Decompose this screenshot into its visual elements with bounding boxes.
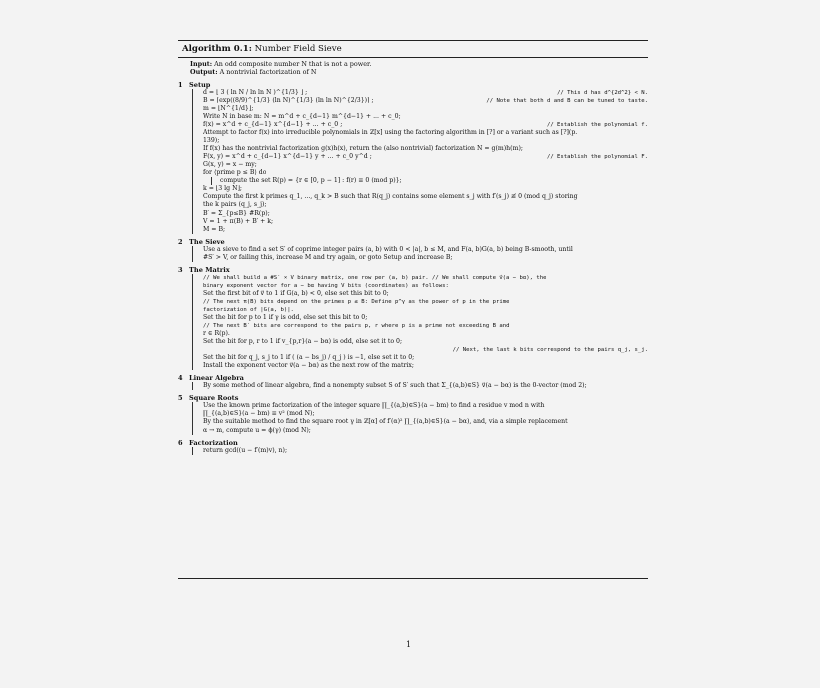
algorithm-line bbox=[203, 410, 648, 418]
section-body bbox=[192, 447, 648, 455]
line-comment: // Note that both d and B can be tuned to taste. bbox=[486, 97, 648, 104]
line-text: f(x) = x^d + c_{d−1} x^{d−1} + ... + c_0 ; bbox=[203, 121, 343, 128]
line-text: B = ⌈exp((8/9)^{1/3} (ln N)^{1/3} (ln ln N)^{2/3})⌉ ; bbox=[203, 96, 374, 104]
line-text: Set the bit for p to 1 if γ is odd, else set this bit to 0; bbox=[203, 313, 368, 321]
line-text: If f(x) has the nontrivial factorization g(x)h(x), return the (also nontrivial) factorization N = g(m)h(m); bbox=[203, 145, 523, 153]
line-comment: // Establish the polynomial F. bbox=[546, 154, 648, 161]
algorithm-line bbox=[203, 418, 648, 426]
algorithm-line bbox=[203, 362, 648, 370]
section-body bbox=[192, 274, 648, 371]
algorithm-line bbox=[203, 210, 648, 218]
line-text: ∏_{(a,b)∈S}(a − bm) ≡ v² (mod N); bbox=[203, 410, 315, 418]
algorithm-line bbox=[203, 402, 648, 410]
algorithm-line bbox=[211, 177, 648, 185]
algorithm-line bbox=[203, 254, 648, 262]
line-text: Attempt to factor f(x) into irreducible polynomials in ℤ[x] using the factoring algorithm in [?] or a variant such as [?](p. bbox=[203, 129, 578, 137]
line-text: // The next π(B) bits depend on the primes p ≤ B: Define p^γ as the power of p in the prime bbox=[203, 298, 510, 305]
section-number: 6 bbox=[178, 438, 183, 447]
section-title bbox=[178, 238, 648, 246]
algorithm-sections bbox=[178, 81, 648, 455]
line-text: Set the first bit of v⃗ to 1 if G(a, b) < 0, else set this bit to 0; bbox=[203, 289, 389, 297]
algorithm-line bbox=[203, 274, 648, 282]
section-number: 1 bbox=[178, 80, 183, 89]
algorithm-section bbox=[178, 374, 648, 390]
line-text: Compute the first k primes q_1, ..., q_k > B such that R(q_j) contains some element s_j with f′(s_j) ≢ 0 (mod q_j) storing bbox=[203, 193, 578, 201]
line-text: for ⟨prime p ≤ B⟩ do bbox=[203, 169, 267, 177]
algorithm-line bbox=[203, 89, 648, 97]
line-text: d = ⌊ 3 ( ln N / ln ln N )^{1/3} ⌋ ; bbox=[203, 88, 308, 96]
algorithm-line bbox=[203, 306, 648, 314]
algorithm-line bbox=[203, 314, 648, 322]
line-text: Set the bit for q_j, s_j to 1 if ( (a − bs_j) / q_j ) is −1, else set it to 0; bbox=[203, 354, 415, 362]
line-text: α → m, compute u = ϕ(γ) (mod N); bbox=[203, 426, 311, 434]
algorithm-line bbox=[203, 218, 648, 226]
algorithm-line bbox=[203, 246, 648, 254]
section-heading: The Matrix bbox=[189, 265, 230, 274]
section-title bbox=[178, 394, 648, 402]
output-line bbox=[190, 68, 648, 76]
input-line bbox=[190, 60, 648, 68]
algorithm-line bbox=[203, 338, 648, 346]
line-text: // The next B′ bits are correspond to the pairs p, r where p is a prime not exceeding B and bbox=[203, 323, 510, 330]
section-body bbox=[192, 402, 648, 434]
algorithm-section bbox=[178, 266, 648, 371]
section-heading: Square Roots bbox=[189, 394, 239, 403]
algorithm-line bbox=[203, 121, 648, 129]
algorithm-line bbox=[203, 298, 648, 306]
algorithm-line bbox=[203, 322, 648, 330]
line-text: Use a sieve to find a set S′ of coprime integer pairs (a, b) with 0 < |a|, b ≤ M, and F(a, b)G(a, b) being B-smooth, until bbox=[203, 245, 573, 253]
line-text: factorization of |G(a, b)|. bbox=[203, 306, 294, 313]
algorithm-line bbox=[203, 201, 648, 209]
line-text: #S′ > V, or failing this, increase M and try again, or goto Setup and increase B; bbox=[203, 253, 453, 261]
section-title bbox=[178, 81, 648, 89]
algorithm-line bbox=[203, 97, 648, 105]
output-label: Output: bbox=[190, 68, 218, 77]
algorithm-line bbox=[203, 346, 648, 354]
line-text: B′ = Σ_{p≤B} #R(p); bbox=[203, 209, 270, 217]
section-heading: Setup bbox=[189, 80, 211, 89]
header-rule bbox=[178, 57, 648, 58]
line-text: k = ⌊3 lg N⌋; bbox=[203, 185, 243, 193]
algorithm-line bbox=[203, 169, 648, 177]
line-text: F(x, y) = x^d + c_{d−1} x^{d−1} y + ... + c_0 y^d ; bbox=[203, 153, 372, 161]
section-number: 4 bbox=[178, 374, 183, 383]
line-text: Install the exponent vector v⃗(a − bα) as the next row of the matrix; bbox=[203, 362, 414, 370]
line-text: Use the known prime factorization of the integer square ∏_{(a,b)∈S}(a − bm) to find a residue v mod n with bbox=[203, 402, 545, 410]
algorithm-section bbox=[178, 81, 648, 234]
algorithm-line bbox=[203, 447, 648, 455]
section-number: 2 bbox=[178, 237, 183, 246]
section-body bbox=[192, 89, 648, 234]
section-title bbox=[178, 374, 648, 382]
algorithm-line bbox=[203, 129, 648, 137]
line-text: // We shall build a #S′ × V binary matrix, one row per (a, b) pair. // We shall compute v⃗(a − bα), the bbox=[203, 274, 547, 281]
algorithm-line bbox=[203, 161, 648, 169]
line-text: Write N in base m: N = m^d + c_{d−1} m^{d−1} + ... + c_0; bbox=[203, 112, 401, 120]
section-heading: Linear Algebra bbox=[189, 374, 244, 383]
input-text: An odd composite number N that is not a power. bbox=[214, 60, 372, 68]
section-title bbox=[178, 266, 648, 274]
algorithm-section bbox=[178, 238, 648, 262]
line-text: By the suitable method to find the square root γ in ℤ[α] of f′(α)² ∏_{(a,b)∈S}(a − bα), and, via a simple replacement bbox=[203, 418, 568, 426]
page-number: 1 bbox=[406, 640, 412, 649]
line-text: 139); bbox=[203, 137, 220, 145]
line-text: Set the bit for p, r to 1 if v_{p,r}(a − bα) is odd, else set it to 0; bbox=[203, 338, 403, 346]
io-block bbox=[178, 60, 648, 77]
section-body bbox=[192, 382, 648, 390]
algorithm-line bbox=[203, 226, 648, 234]
algorithm-line bbox=[203, 113, 648, 121]
algorithm-section bbox=[178, 394, 648, 434]
algorithm-line bbox=[203, 185, 648, 193]
section-body bbox=[192, 246, 648, 262]
algorithm-line bbox=[203, 137, 648, 145]
line-text: By some method of linear algebra, find a nonempty subset S of S′ such that Σ_{(a,b)∈S} v⃗(a − bα) is the 0-vector (mod 2); bbox=[203, 382, 587, 390]
algorithm-line bbox=[203, 193, 648, 201]
line-text: return gcd((u − f′(m)v), n); bbox=[203, 446, 288, 454]
algorithm-line bbox=[203, 382, 648, 390]
algorithm-line bbox=[203, 105, 648, 113]
line-comment: // This d has d^{2d^2} < N. bbox=[557, 89, 648, 96]
algorithm-line bbox=[203, 427, 648, 435]
input-label: Input: bbox=[190, 60, 213, 68]
line-text: binary exponent vector for a − bα having V bits (coordinates) as follows: bbox=[203, 282, 449, 289]
algorithm-title: Number Field Sieve bbox=[254, 44, 342, 54]
output-text: A nontrivial factorization of N bbox=[219, 68, 317, 77]
algorithm-line bbox=[203, 354, 648, 362]
algorithm-box bbox=[178, 40, 648, 455]
algorithm-line bbox=[203, 153, 648, 161]
section-title bbox=[178, 439, 648, 447]
bottom-rule bbox=[178, 578, 648, 579]
algorithm-header bbox=[178, 41, 648, 55]
algorithm-section bbox=[178, 439, 648, 455]
algorithm-label: Algorithm 0.1: bbox=[182, 44, 252, 54]
section-number: 3 bbox=[178, 265, 183, 274]
line-text: V = 1 + π(B) + B′ + k; bbox=[203, 217, 274, 225]
line-text: the k pairs (q_j, s_j); bbox=[203, 201, 267, 209]
section-number: 5 bbox=[178, 394, 183, 403]
algorithm-line bbox=[203, 282, 648, 290]
line-comment: // Next, the last k bits correspond to the pairs q_j, s_j. bbox=[452, 347, 648, 354]
line-text: M = B; bbox=[203, 225, 226, 233]
algorithm-line bbox=[203, 330, 648, 338]
algorithm-line bbox=[203, 145, 648, 153]
section-heading: Factorization bbox=[189, 438, 238, 447]
line-text: compute the set R(p) = {r ∈ [0, p − 1] : f(r) ≡ 0 (mod p)}; bbox=[220, 177, 402, 185]
line-text: r ∈ R(p). bbox=[203, 330, 230, 338]
line-text: G(x, y) = x − my; bbox=[203, 161, 257, 169]
line-text: m = ⌊N^{1/d}⌋; bbox=[203, 104, 254, 112]
algorithm-line bbox=[203, 290, 648, 298]
line-comment: // Establish the polynomial f. bbox=[546, 122, 648, 128]
section-heading: The Sieve bbox=[189, 237, 225, 246]
